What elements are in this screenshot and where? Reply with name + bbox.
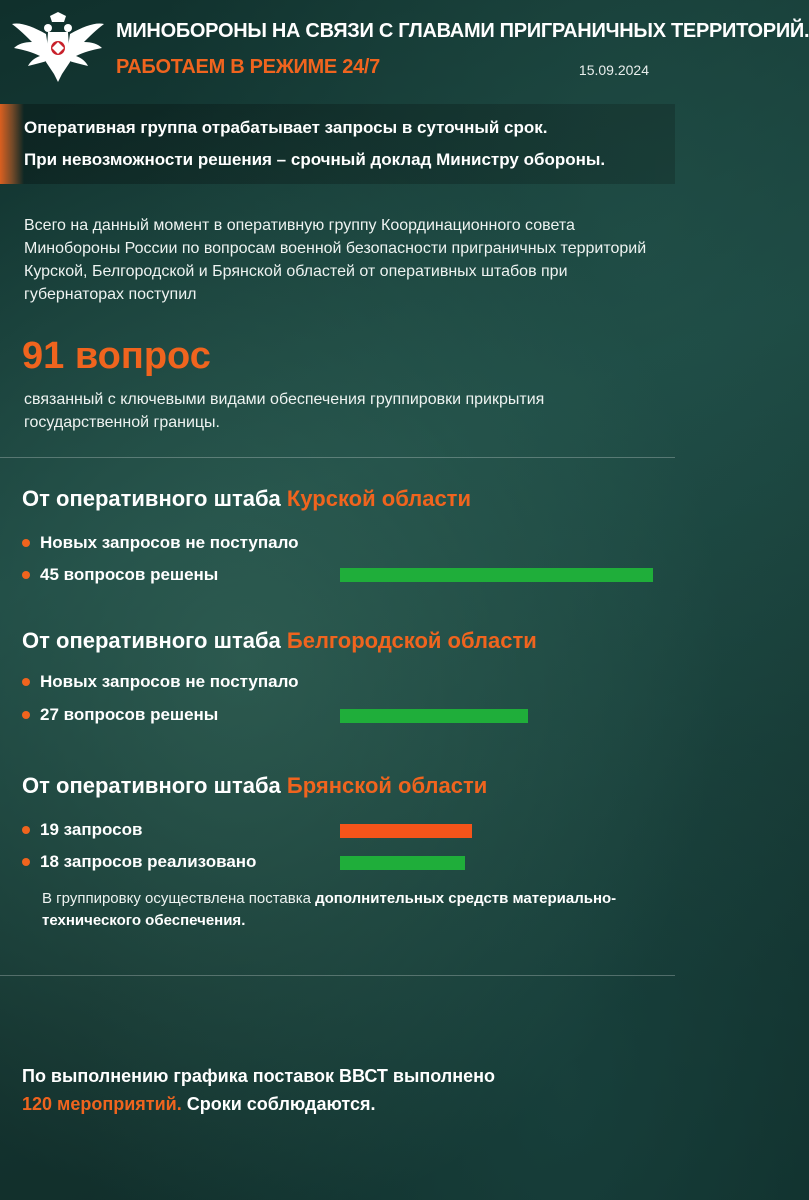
note-text: В группировку осуществлена поставка <box>42 890 316 907</box>
item-label: 45 вопросов решены <box>40 565 219 584</box>
region-title-prefix: От оперативного штаба <box>22 486 287 511</box>
region-name: Курской области <box>286 486 471 511</box>
bullet-icon <box>22 711 30 719</box>
notice-line-2: При невозможности решения – срочный доклад Министру обороны. <box>24 150 606 169</box>
header <box>0 0 809 100</box>
page-title: МИНОБОРОНЫ НА СВЯЗИ С ГЛАВАМИ ПРИГРАНИЧНЫХ ТЕРРИТОРИЙ. <box>116 20 809 42</box>
progress-bar-belgorod-resolved <box>340 709 528 723</box>
list-item <box>22 672 299 692</box>
note-bold-text: дополнительных средств материально-технического обеспечения. <box>42 890 617 929</box>
progress-bar-kursk-resolved <box>340 568 653 582</box>
region-title-prefix: От оперативного штаба <box>22 628 287 653</box>
date-label: 15.09.2024 <box>578 62 649 78</box>
bullet-icon <box>22 678 30 686</box>
notice-line-1: Оперативная группа отрабатывает запросы в суточный срок. <box>24 118 548 137</box>
footer-line-1: По выполнению графика поставок ВВСТ выполнено <box>22 1066 495 1086</box>
page-subtitle: РАБОТАЕМ В РЕЖИМЕ 24/7 <box>116 56 380 78</box>
footer-line-2: Сроки соблюдаются. <box>181 1094 376 1114</box>
list-item <box>22 820 142 840</box>
region-title-prefix: От оперативного штаба <box>22 773 287 798</box>
notice-banner <box>0 104 675 184</box>
divider <box>0 975 675 976</box>
list-item <box>22 705 218 725</box>
item-label: 27 вопросов решены <box>40 705 219 724</box>
bullet-icon <box>22 571 30 579</box>
bullet-icon <box>22 858 30 866</box>
item-label: 19 запросов <box>40 820 143 839</box>
intro-text-2: связанный с ключевыми видами обеспечения группировки прикрытия государственной границы. <box>24 391 545 431</box>
footer-text <box>22 1062 652 1118</box>
intro-text: Всего на данный момент в оперативную группу Координационного совета Минобороны России по вопросам военной безопасности приграничных территорий Курской, Белгородской и Брянской областей от оперативных штабов при губернаторах поступил <box>24 217 647 303</box>
region-title-kursk <box>22 486 471 512</box>
double-headed-eagle-emblem-icon <box>12 12 104 84</box>
region-name: Брянской области <box>286 773 488 798</box>
bullet-icon <box>22 539 30 547</box>
item-label: Новых запросов не поступало <box>40 533 299 552</box>
item-label: Новых запросов не поступало <box>40 672 299 691</box>
item-label: 18 запросов реализовано <box>40 852 257 871</box>
supply-note <box>42 888 642 932</box>
region-title-belgorod <box>22 628 537 654</box>
footer-highlight: 120 мероприятий. <box>22 1094 182 1114</box>
region-title-bryansk <box>22 773 487 799</box>
progress-bar-bryansk-requests <box>340 824 472 838</box>
progress-bar-bryansk-fulfilled <box>340 856 465 870</box>
bullet-icon <box>22 826 30 834</box>
list-item <box>22 565 218 585</box>
total-questions: 91 вопрос <box>22 335 211 377</box>
list-item <box>22 533 299 553</box>
divider <box>0 457 675 458</box>
region-name: Белгородской области <box>286 628 537 653</box>
list-item <box>22 852 256 872</box>
